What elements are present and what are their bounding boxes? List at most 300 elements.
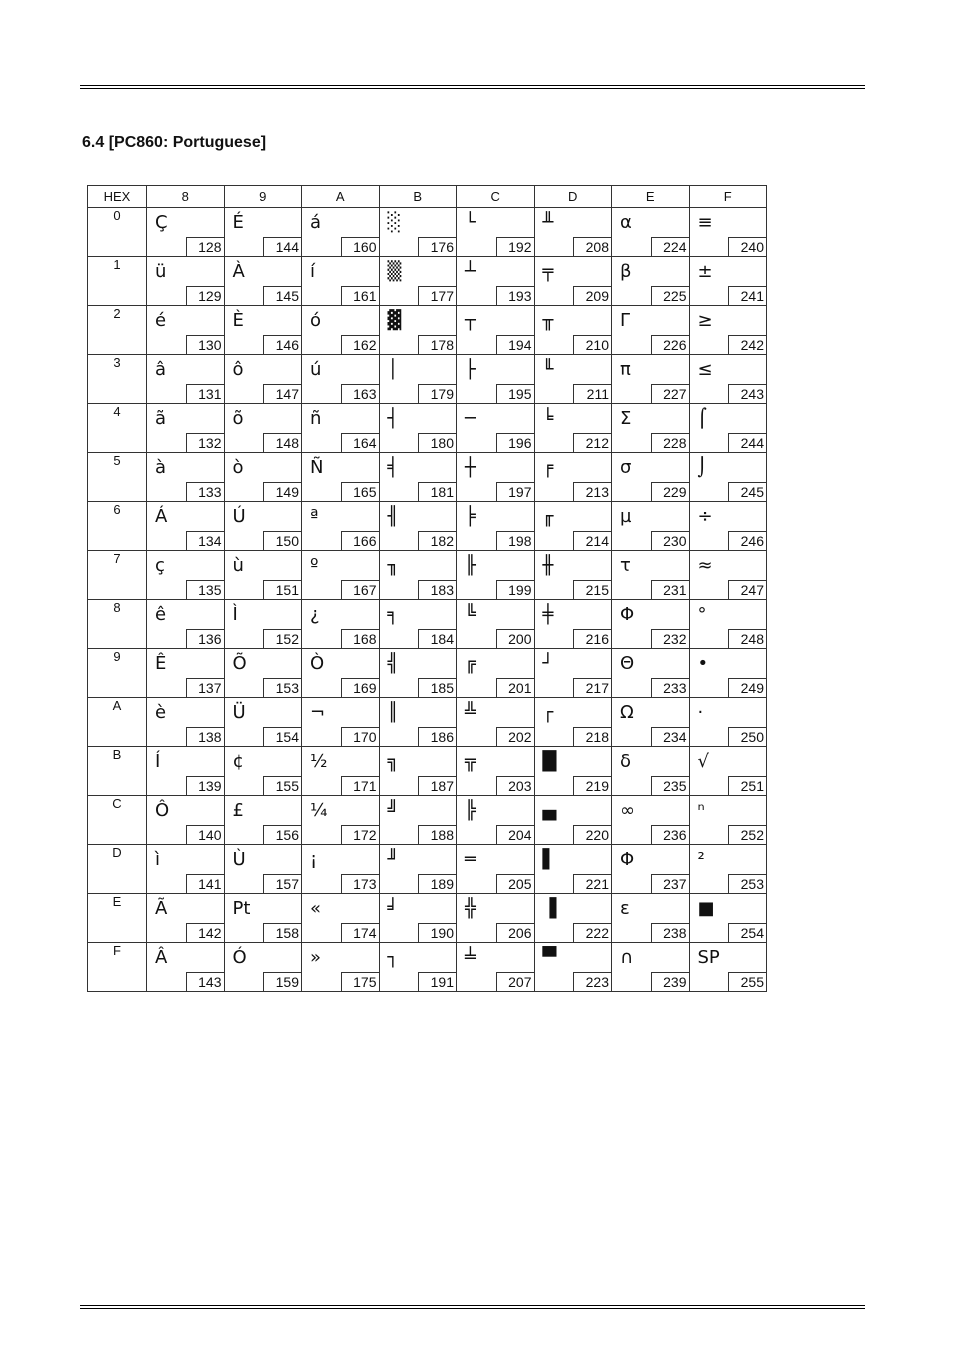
- char-code: 154: [263, 727, 301, 746]
- table-row: [88, 404, 767, 453]
- char-glyph: ¢: [232, 751, 244, 772]
- char-glyph: ô: [232, 359, 244, 380]
- char-code: 165: [341, 482, 379, 501]
- char-cell: [302, 453, 380, 502]
- char-glyph: ⁿ: [697, 800, 705, 821]
- char-glyph: ▀: [542, 947, 557, 968]
- char-glyph: └: [465, 212, 476, 233]
- char-code: 207: [496, 972, 534, 991]
- char-cell: [689, 649, 767, 698]
- char-cell: [379, 894, 457, 943]
- char-cell: [224, 453, 302, 502]
- char-code: 222: [573, 923, 611, 942]
- char-glyph: è: [155, 702, 167, 723]
- column-header: B: [379, 186, 457, 208]
- char-cell: [147, 355, 225, 404]
- char-glyph: █: [542, 751, 557, 772]
- char-cell: [302, 355, 380, 404]
- char-code: 211: [573, 384, 611, 403]
- char-cell: [689, 600, 767, 649]
- char-code: 208: [573, 237, 611, 256]
- char-glyph: ≥: [697, 310, 713, 331]
- char-cell: [612, 600, 690, 649]
- char-glyph: ┼: [465, 457, 476, 478]
- char-glyph: ┴: [465, 261, 476, 282]
- char-code: 241: [728, 286, 766, 305]
- char-glyph: ┐: [387, 947, 399, 968]
- char-cell: [534, 845, 612, 894]
- char-cell: [457, 502, 535, 551]
- char-cell: [612, 306, 690, 355]
- char-code: 132: [186, 433, 224, 452]
- column-header: D: [534, 186, 612, 208]
- char-code: 194: [496, 335, 534, 354]
- char-code: 251: [728, 776, 766, 795]
- char-cell: [612, 404, 690, 453]
- char-glyph: ≈: [697, 555, 713, 576]
- char-code: 135: [186, 580, 224, 599]
- table-row: [88, 208, 767, 257]
- char-code: 136: [186, 629, 224, 648]
- char-cell: [147, 845, 225, 894]
- char-code: 219: [573, 776, 611, 795]
- table-row: [88, 796, 767, 845]
- char-code: 199: [496, 580, 534, 599]
- char-code: 128: [186, 237, 224, 256]
- char-code: 223: [573, 972, 611, 991]
- char-cell: [689, 796, 767, 845]
- char-cell: [224, 943, 302, 992]
- char-code: 221: [573, 874, 611, 893]
- char-glyph: ¿: [310, 604, 320, 625]
- char-cell: [534, 600, 612, 649]
- char-code: 169: [341, 678, 379, 697]
- row-header: 3: [88, 355, 147, 404]
- char-code: 252: [728, 825, 766, 844]
- char-glyph: Σ: [620, 408, 632, 429]
- char-glyph: «: [310, 898, 322, 919]
- char-glyph: ε: [620, 898, 630, 919]
- char-code: 183: [418, 580, 456, 599]
- char-code: 143: [186, 972, 224, 991]
- char-code: 186: [418, 727, 456, 746]
- char-glyph: │: [387, 359, 399, 380]
- char-glyph: ½: [310, 751, 328, 772]
- char-code: 210: [573, 335, 611, 354]
- char-code: 164: [341, 433, 379, 452]
- char-cell: [302, 845, 380, 894]
- char-cell: [534, 404, 612, 453]
- char-glyph: ■: [697, 898, 715, 919]
- char-code: 205: [496, 874, 534, 893]
- char-cell: [224, 698, 302, 747]
- char-cell: [612, 894, 690, 943]
- char-glyph: ã: [155, 408, 167, 429]
- char-glyph: ù: [232, 555, 244, 576]
- char-code: 171: [341, 776, 379, 795]
- char-glyph: é: [155, 310, 167, 331]
- char-code: 218: [573, 727, 611, 746]
- char-code: 147: [263, 384, 301, 403]
- char-code: 226: [651, 335, 689, 354]
- row-header: 6: [88, 502, 147, 551]
- footer-rule-2: [80, 1308, 865, 1309]
- char-cell: [457, 845, 535, 894]
- char-glyph: ╟: [465, 555, 476, 576]
- char-cell: [379, 502, 457, 551]
- column-header: F: [689, 186, 767, 208]
- char-glyph: ▄: [542, 800, 557, 821]
- char-glyph: ¼: [310, 800, 328, 821]
- char-cell: [534, 306, 612, 355]
- table-row: [88, 894, 767, 943]
- char-glyph: ¬: [310, 702, 326, 723]
- char-cell: [689, 208, 767, 257]
- char-code: 198: [496, 531, 534, 550]
- char-glyph: ╨: [542, 212, 554, 233]
- char-glyph: ▌: [542, 849, 557, 870]
- char-cell: [612, 649, 690, 698]
- row-header: D: [88, 845, 147, 894]
- char-cell: [534, 551, 612, 600]
- char-code: 166: [341, 531, 379, 550]
- char-cell: [689, 747, 767, 796]
- char-code: 161: [341, 286, 379, 305]
- char-code: 162: [341, 335, 379, 354]
- row-header: B: [88, 747, 147, 796]
- char-glyph: Õ: [232, 653, 247, 674]
- char-glyph: ╝: [387, 800, 399, 821]
- char-code: 217: [573, 678, 611, 697]
- char-cell: [689, 257, 767, 306]
- char-code: 142: [186, 923, 224, 942]
- char-code: 193: [496, 286, 534, 305]
- char-cell: [147, 698, 225, 747]
- section-title: 6.4 [PC860: Portuguese]: [82, 134, 267, 151]
- char-cell: [689, 453, 767, 502]
- char-cell: [147, 649, 225, 698]
- char-code: 187: [418, 776, 456, 795]
- char-glyph: à: [155, 457, 167, 478]
- char-cell: [302, 208, 380, 257]
- char-code: 167: [341, 580, 379, 599]
- char-glyph: ┌: [542, 702, 554, 723]
- char-code: 190: [418, 923, 456, 942]
- char-cell: [224, 404, 302, 453]
- char-glyph: ╗: [387, 751, 399, 772]
- char-cell: [147, 257, 225, 306]
- char-cell: [689, 845, 767, 894]
- footer-rule: [80, 1305, 865, 1306]
- char-code: 179: [418, 384, 456, 403]
- char-cell: [379, 551, 457, 600]
- table-row: [88, 502, 767, 551]
- char-glyph: ╠: [465, 800, 476, 821]
- char-code: 170: [341, 727, 379, 746]
- char-glyph: ⌡: [697, 457, 707, 478]
- char-cell: [147, 208, 225, 257]
- char-glyph: ╚: [465, 604, 476, 625]
- char-code: 172: [341, 825, 379, 844]
- char-glyph: ╙: [542, 359, 554, 380]
- char-code: 160: [341, 237, 379, 256]
- column-header: 9: [224, 186, 302, 208]
- char-glyph: δ: [620, 751, 632, 772]
- char-code: 213: [573, 482, 611, 501]
- char-code: 155: [263, 776, 301, 795]
- char-code: 192: [496, 237, 534, 256]
- char-glyph: σ: [620, 457, 632, 478]
- char-code: 249: [728, 678, 766, 697]
- char-code: 175: [341, 972, 379, 991]
- char-code: 242: [728, 335, 766, 354]
- char-cell: [534, 796, 612, 845]
- char-cell: [612, 453, 690, 502]
- char-code: 237: [651, 874, 689, 893]
- char-cell: [224, 796, 302, 845]
- char-glyph: Pt: [232, 898, 251, 919]
- char-cell: [689, 502, 767, 551]
- char-cell: [612, 551, 690, 600]
- char-cell: [534, 943, 612, 992]
- char-cell: [224, 845, 302, 894]
- char-code: 203: [496, 776, 534, 795]
- char-cell: [147, 747, 225, 796]
- char-cell: [147, 306, 225, 355]
- char-glyph: ├: [465, 359, 476, 380]
- char-glyph: ═: [465, 849, 476, 870]
- char-glyph: ╧: [465, 947, 476, 968]
- row-header: 2: [88, 306, 147, 355]
- row-header: A: [88, 698, 147, 747]
- char-cell: [534, 502, 612, 551]
- char-cell: [612, 355, 690, 404]
- char-cell: [689, 404, 767, 453]
- char-code: 196: [496, 433, 534, 452]
- char-cell: [689, 551, 767, 600]
- char-code: 209: [573, 286, 611, 305]
- char-cell: [147, 796, 225, 845]
- char-glyph: Ω: [620, 702, 634, 723]
- char-glyph: Á: [155, 506, 168, 527]
- char-code: 148: [263, 433, 301, 452]
- char-glyph: ┤: [387, 408, 399, 429]
- char-code: 141: [186, 874, 224, 893]
- char-cell: [457, 943, 535, 992]
- char-cell: [224, 208, 302, 257]
- char-code: 178: [418, 335, 456, 354]
- char-glyph: ²: [697, 849, 705, 870]
- table-header-row: [88, 186, 767, 208]
- char-code: 153: [263, 678, 301, 697]
- char-glyph: Ô: [155, 800, 170, 821]
- char-code: 163: [341, 384, 379, 403]
- char-cell: [379, 453, 457, 502]
- char-glyph: ╦: [465, 751, 476, 772]
- char-glyph: º: [310, 555, 319, 576]
- char-cell: [147, 404, 225, 453]
- char-glyph: ±: [697, 261, 713, 282]
- char-cell: [379, 306, 457, 355]
- char-glyph: ·: [697, 702, 704, 723]
- char-glyph: Ã: [155, 898, 168, 919]
- char-cell: [612, 698, 690, 747]
- char-code: 200: [496, 629, 534, 648]
- column-header: 8: [147, 186, 225, 208]
- table-row: [88, 257, 767, 306]
- char-glyph: Ñ: [310, 457, 324, 478]
- char-cell: [147, 600, 225, 649]
- char-glyph: ▓: [387, 310, 402, 331]
- char-glyph: ╕: [387, 604, 399, 625]
- char-code: 231: [651, 580, 689, 599]
- char-glyph: ╤: [542, 261, 554, 282]
- char-cell: [457, 355, 535, 404]
- char-glyph: £: [232, 800, 244, 821]
- char-cell: [302, 257, 380, 306]
- char-glyph: ╒: [542, 457, 554, 478]
- char-glyph: Γ: [620, 310, 631, 331]
- char-cell: [534, 894, 612, 943]
- table-row: [88, 698, 767, 747]
- char-code: 240: [728, 237, 766, 256]
- char-code: 202: [496, 727, 534, 746]
- char-cell: [147, 502, 225, 551]
- char-glyph: ╫: [542, 555, 554, 576]
- char-cell: [457, 551, 535, 600]
- table-row: [88, 355, 767, 404]
- char-code: 238: [651, 923, 689, 942]
- char-code: 253: [728, 874, 766, 893]
- char-glyph: Θ: [620, 653, 635, 674]
- char-code: 133: [186, 482, 224, 501]
- char-cell: [147, 551, 225, 600]
- char-cell: [457, 257, 535, 306]
- column-header: E: [612, 186, 690, 208]
- char-cell: [379, 208, 457, 257]
- char-code: 197: [496, 482, 534, 501]
- char-glyph: ║: [387, 702, 399, 723]
- char-code: 206: [496, 923, 534, 942]
- char-glyph: À: [232, 261, 245, 282]
- char-glyph: ┬: [465, 310, 476, 331]
- row-header: 1: [88, 257, 147, 306]
- char-glyph: √: [697, 751, 709, 772]
- char-cell: [302, 600, 380, 649]
- char-code: 129: [186, 286, 224, 305]
- char-cell: [534, 257, 612, 306]
- char-cell: [457, 894, 535, 943]
- char-code: 230: [651, 531, 689, 550]
- char-cell: [534, 355, 612, 404]
- char-glyph: Ù: [232, 849, 246, 870]
- char-code: 228: [651, 433, 689, 452]
- char-cell: [612, 845, 690, 894]
- char-cell: [534, 453, 612, 502]
- char-code: 220: [573, 825, 611, 844]
- hex-header: HEX: [88, 186, 147, 208]
- char-code: 138: [186, 727, 224, 746]
- row-header: 9: [88, 649, 147, 698]
- char-glyph: •: [697, 653, 709, 674]
- char-glyph: ╜: [387, 849, 399, 870]
- char-glyph: ñ: [310, 408, 322, 429]
- char-cell: [534, 698, 612, 747]
- char-code: 204: [496, 825, 534, 844]
- char-cell: [224, 502, 302, 551]
- char-code: 235: [651, 776, 689, 795]
- char-glyph: ╘: [542, 408, 554, 429]
- char-code: 140: [186, 825, 224, 844]
- char-code: 225: [651, 286, 689, 305]
- char-cell: [302, 894, 380, 943]
- char-cell: [379, 649, 457, 698]
- char-code: 146: [263, 335, 301, 354]
- char-cell: [689, 894, 767, 943]
- char-glyph: Ê: [155, 653, 167, 674]
- char-cell: [379, 404, 457, 453]
- char-code: 159: [263, 972, 301, 991]
- char-code: 246: [728, 531, 766, 550]
- char-glyph: α: [620, 212, 632, 233]
- char-cell: [612, 502, 690, 551]
- char-glyph: í: [310, 261, 316, 282]
- char-cell: [534, 649, 612, 698]
- char-glyph: ≡: [697, 212, 713, 233]
- char-cell: [612, 796, 690, 845]
- char-cell: [457, 698, 535, 747]
- char-code: 250: [728, 727, 766, 746]
- char-glyph: »: [310, 947, 322, 968]
- char-glyph: ≤: [697, 359, 713, 380]
- header-rule: [80, 85, 865, 86]
- char-code: 245: [728, 482, 766, 501]
- row-header: 7: [88, 551, 147, 600]
- table-row: [88, 649, 767, 698]
- char-code: 189: [418, 874, 456, 893]
- char-code: 227: [651, 384, 689, 403]
- char-cell: [224, 600, 302, 649]
- char-cell: [612, 943, 690, 992]
- char-glyph: ╩: [465, 702, 476, 723]
- char-code: 150: [263, 531, 301, 550]
- char-code: 248: [728, 629, 766, 648]
- char-glyph: τ: [620, 555, 631, 576]
- char-code: 254: [728, 923, 766, 942]
- char-glyph: ╖: [387, 555, 399, 576]
- char-cell: [302, 796, 380, 845]
- char-cell: [457, 649, 535, 698]
- char-cell: [612, 257, 690, 306]
- char-code: 177: [418, 286, 456, 305]
- table-row: [88, 600, 767, 649]
- char-code: 195: [496, 384, 534, 403]
- char-cell: [379, 698, 457, 747]
- char-glyph: ê: [155, 604, 167, 625]
- char-glyph: ╛: [387, 898, 399, 919]
- row-header: 8: [88, 600, 147, 649]
- char-code: 174: [341, 923, 379, 942]
- char-glyph: Ì: [232, 604, 238, 625]
- char-code: 185: [418, 678, 456, 697]
- char-glyph: ╥: [542, 310, 554, 331]
- char-glyph: °: [697, 604, 707, 625]
- char-code: 201: [496, 678, 534, 697]
- char-cell: [379, 600, 457, 649]
- column-header: A: [302, 186, 380, 208]
- char-code: 152: [263, 629, 301, 648]
- char-glyph: ░: [387, 212, 402, 233]
